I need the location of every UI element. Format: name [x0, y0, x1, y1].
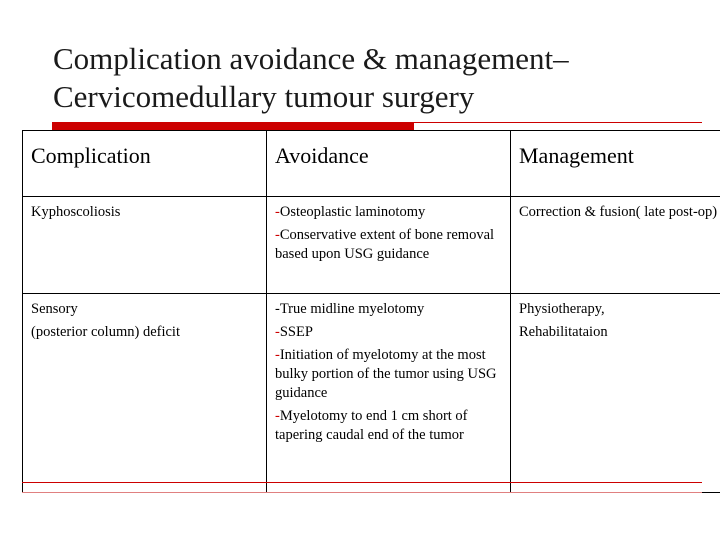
table-row — [23, 197, 720, 293]
avoidance-text: Myelotomy to end 1 cm short of tapering caudal end of the tumor — [275, 407, 468, 443]
bullet-dash: - — [275, 227, 280, 244]
cell-management — [511, 197, 720, 293]
footer-divider-lower — [22, 492, 702, 493]
avoidance-item — [275, 407, 502, 445]
bullet-dash: - — [275, 407, 280, 424]
cell-complication — [23, 197, 267, 293]
avoidance-text: Conservative extent of bone removal based upon USG guidance — [275, 227, 495, 263]
cell-avoidance — [267, 293, 511, 492]
avoidance-text: Initiation of myelotomy at the most bulky portion of the tumor using USG guidance — [275, 346, 497, 401]
avoidance-item — [275, 203, 502, 222]
avoidance-item — [275, 323, 502, 342]
avoidance-item — [275, 226, 502, 264]
complication-table — [22, 130, 720, 493]
bullet-dash: - — [275, 204, 280, 221]
cell-text: Sensory — [31, 300, 78, 317]
table-header-row — [23, 131, 720, 197]
slide-title-line-1: Complication avoidance & management– — [53, 41, 569, 76]
header-avoidance: Avoidance — [267, 131, 511, 197]
avoidance-text: Osteoplastic laminotomy — [279, 204, 426, 221]
bullet-dash: - — [275, 323, 280, 340]
avoidance-item — [275, 300, 502, 319]
bullet-dash: - — [275, 346, 280, 363]
header-management: Management — [511, 131, 720, 197]
cell-avoidance — [267, 197, 511, 293]
cell-text: Correction & fusion( late post-op) — [519, 204, 718, 221]
footer-divider-upper — [22, 482, 702, 483]
avoidance-item — [275, 346, 502, 403]
complication-table-container — [22, 130, 718, 493]
slide-title — [53, 40, 693, 116]
cell-management — [511, 293, 720, 492]
slide-title-line-2: Cervicomedullary tumour surgery — [53, 79, 475, 114]
header-complication: Complication — [23, 131, 267, 197]
cell-text: Rehabilitataion — [519, 323, 608, 340]
cell-text: Physiotherapy, — [519, 300, 605, 317]
cell-text: (posterior column) deficit — [31, 323, 180, 340]
cell-complication — [23, 293, 267, 492]
avoidance-text: -True midline myelotomy — [275, 300, 425, 317]
cell-text: Kyphoscoliosis — [31, 204, 121, 221]
table-row — [23, 293, 720, 492]
avoidance-text: SSEP — [279, 323, 313, 340]
